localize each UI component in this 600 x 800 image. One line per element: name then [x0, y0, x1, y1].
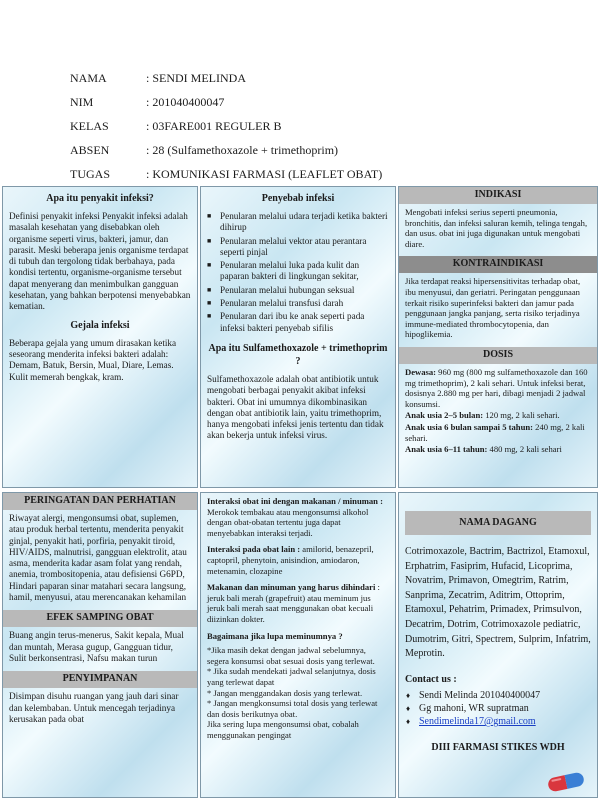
email-link[interactable]: Sendimelinda17@gmail.com [419, 716, 536, 728]
contact-name: ♦ Sendi Melinda 201040400047 [405, 689, 591, 702]
interaksi-obat-lain-title: Interaksi pada obat lain : [207, 544, 301, 555]
section-title-dosis: DOSIS [399, 347, 597, 364]
makanan-dihindari [207, 582, 389, 624]
list-item: ■ Penularan dari ibu ke anak seperti pada infeksi bakteri penyebab sifilis [207, 311, 389, 334]
dosis-label: Dewasa: [405, 366, 437, 377]
gejala-infeksi-text: Beberapa gejala yang umum dirasakan ketika seseorang menderita infeksi bakteri adalah: Demam, Batuk, Bersin, Mual, Diare, Lemas. Kulit memerah bengkak, kram. [9, 337, 177, 382]
header-key: TUGAS [70, 167, 111, 181]
contact-list [405, 689, 591, 728]
panel-peringatan [2, 492, 198, 798]
dosis-value: 960 mg (800 mg sulfamethoxazole dan 160 mg trimethoprim), 2 kali sehari. Untuk infeksi berat, dosisnya 2.880 mg per hari, dibagi menjadi 2 jadwal konsumsi. [405, 366, 588, 409]
header-value: : 03FARE001 REGULER B [146, 119, 282, 133]
header-row-nim [70, 90, 590, 114]
panel-nama-dagang [398, 492, 598, 798]
lupa-minum-text: *Jika masih dekat dengan jadwal sebelumnya, segera konsumsi obat sesuai dosis yang terlewat. * Jika sudah mendekati jadwal selanjutnya, dosis yang terlewat dapat * Jangan menggandakan dosis yang terlewat. * Jangan mengkonsumsi total dosis yang terlewat dan dosis berikutnya obat. Jika sering lupa mengonsumsi obat, cobalah menggunakan pengingat [207, 645, 378, 740]
header-row-kelas [70, 114, 590, 138]
dosis-label: Anak usia 6 bulan sampai 5 tahun: [405, 421, 533, 432]
institution-footer: DIII FARMASI STIKES WDH [431, 742, 565, 754]
contact-email-link[interactable] [405, 715, 591, 728]
section-title-penyebab: Penyebab infeksi [261, 193, 335, 204]
lupa-minum-title [207, 631, 389, 642]
obat-description-text: Sulfamethoxazole adalah obat antibiotik untuk mengobati berbagai penyakit akibat infeksi bakteri. Obat ini umumnya dikombinasikan dengan obat antibiotik lain, yaitu trimethoprim, hanya mengobati infeksi jenis tertentu dan tidak akan bekerja untuk infeksi virus. [207, 373, 384, 441]
penyimpanan-text: Disimpan disuhu ruangan yang jauh dari sinar dan kelembaban. Untuk mencegah terjadinya kerusakan pada obat [9, 691, 179, 724]
student-header [70, 66, 590, 186]
header-value: : SENDI MELINDA [146, 71, 246, 85]
header-value: : 201040400047 [146, 95, 225, 109]
header-key: NAMA [70, 71, 107, 85]
lupa-minum-heading: Bagaimana jika lupa meminumnya ? [207, 630, 343, 641]
list-item: ■ Penularan melalui vektor atau perantara seperti pinjal [207, 236, 389, 259]
brand-names-text: Cotrimoxazole, Bactrim, Bactrizol, Etamoxul, Erphatrim, Fasiprim, Hufacid, Licoprima, Novatrim, Primavon, Omegtrim, Ratrim, Sanprima, Zecatrim, Aditrim, Ottoprim, Etamoxul, Pehatrim, Primadex, Primsulvon, Decatrim, Dotrim, Cotrimoxazole pediatric, Dumotrim, Gitri, Spectrem, Sulprim, Infatrim, Meprotin. [405, 546, 591, 660]
section-title-gejala: Gejala infeksi [70, 319, 130, 331]
contact-title: Contact us : [405, 673, 457, 685]
header-key: ABSEN [70, 143, 110, 157]
makanan-dihindari-text: : jeruk bali merah (grapefruit) atau meminum jus jeruk bali merah saat menggunakan obat kecuali diizinkan dokter. [207, 582, 380, 624]
section-title-peringatan: PERINGATAN DAN PERHATIAN [3, 493, 197, 510]
list-item: ■ Penularan melalui transfusi darah [207, 298, 389, 309]
section-title-efek-samping: EFEK SAMPING OBAT [3, 610, 197, 627]
kontraindikasi-text: Jika terdapat reaksi hipersensitivitas terhadap obat, ibu menyusui, dan geriatri. Peringatan penggunaan terkait risiko superinfeksi bakteri dan jamur pada penggunaan jangka panjang, serta risiko terjadinya immune-mediated thrombocytopenia, dan hipoglikemia. [405, 276, 581, 340]
header-value: : KOMUNIKASI FARMASI (LEAFLET OBAT) [146, 167, 383, 181]
section-title-infeksi: Apa itu penyakit infeksi? [46, 193, 154, 204]
indikasi-text: Mengobati infeksi serius seperti pneumonia, bronchitis, dan infeksi saluran kemih, telinga tengah, dan usus. obat ini juga digunakan untuk mengobati diare. [405, 207, 588, 249]
list-item: ■ Penularan melalui udara terjadi ketika bakteri dihirup [207, 211, 389, 234]
contact-address: ♦ Gg mahoni, WR supratman [405, 702, 591, 715]
list-item: ■ Penularan melalui hubungan seksual [207, 285, 389, 296]
dosis-value: 240 mg, 2 kali sehari. [405, 421, 585, 443]
interaksi-makanan [207, 496, 389, 538]
panel-infeksi [2, 186, 198, 488]
interaksi-obat-lain-text: amilorid, benazepril, captopril, phenytoin, anisindion, amiodaron, metenamin, clozapine [207, 544, 374, 576]
section-title-indikasi: INDIKASI [399, 187, 597, 204]
dosis-anak-2-5-bulan [405, 410, 591, 421]
interaksi-obat-lain [207, 544, 389, 576]
dosis-label: Anak usia 2–5 bulan: [405, 410, 484, 421]
header-key: NIM [70, 95, 94, 109]
panel-penyebab [200, 186, 396, 488]
header-value: : 28 (Sulfamethoxazole + trimethoprim) [146, 143, 339, 157]
section-title-obat: Apa itu Sulfamethoxazole + trimethoprim ? [208, 342, 388, 367]
dosis-anak-6-11-tahun [405, 444, 591, 455]
section-title-penyimpanan: PENYIMPANAN [3, 671, 197, 688]
interaksi-makanan-text: Merokok tembakau atau mengonsumsi alkohol dengan obat-obatan tertentu juga dapat menyebabkan interaksi terjadi. [207, 506, 369, 538]
efek-samping-text: Buang angin terus-menerus, Sakit kepala, Mual dan muntah, Merasa gugup, Gangguan tidur, Sulit berkonsentrasi, Nafsu makan turun [9, 630, 184, 663]
interaksi-makanan-title: Interaksi obat ini dengan makanan / minuman : [207, 496, 383, 506]
panel-interaksi [200, 492, 396, 798]
dosis-label: Anak usia 6–11 tahun: [405, 444, 488, 455]
header-row-absen [70, 138, 590, 162]
makanan-dihindari-title: Makanan dan minuman yang harus dihindari [207, 582, 376, 593]
section-title-kontraindikasi: KONTRAINDIKASI [399, 256, 597, 273]
header-row-tugas [70, 162, 590, 186]
header-row-nama [70, 66, 590, 90]
dosis-anak-6-bulan-5-tahun [405, 422, 591, 443]
penyebab-list [207, 211, 389, 334]
capsule-pill-icon [543, 771, 589, 793]
section-title-nama-dagang: NAMA DAGANG [405, 511, 591, 535]
dosis-value: 120 mg, 2 kali sehari. [483, 410, 560, 421]
dosis-value: 480 mg, 2 kali sehari [487, 444, 562, 455]
list-item: ■ Penularan melalui luka pada kulit dan paparan bakteri di lingkungan sekitar, [207, 260, 389, 283]
dosis-dewasa [405, 367, 591, 409]
definisi-infeksi-text: Definisi penyakit infeksi Penyakit infeksi adalah masalah kesehatan yang disebabkan oleh organisme seperti virus, bakteri, jamur, dan parasit. Meski beberapa jenis organisme terdapat di tubuh dan tergolong tidak berbahaya, pada kondisi tertentu, organisme-organisme tersebut dapat menyerang dan menimbulkan gangguan kesehatan, yang bahkan berpotensi menyebabkan kematian. [9, 211, 191, 312]
peringatan-text: Riwayat alergi, mengonsumsi obat, suplemen, atau produk herbal tertentu, menderita penyakit ginjal, penyakit hati, porfiria, penyakit tiroid, HIV/AIDS, malnutrisi, gangguan elektrolit, atau asma, menderita kadar asam folat yang rendah, anemia, trombositopenia, atau defisiensi G6PD, Hindari paparan sinar matahari secara langsung, hamil, menyusui, atau merencanakan kehamilan [9, 513, 187, 603]
header-key: KELAS [70, 119, 109, 133]
panel-indikasi [398, 186, 598, 488]
